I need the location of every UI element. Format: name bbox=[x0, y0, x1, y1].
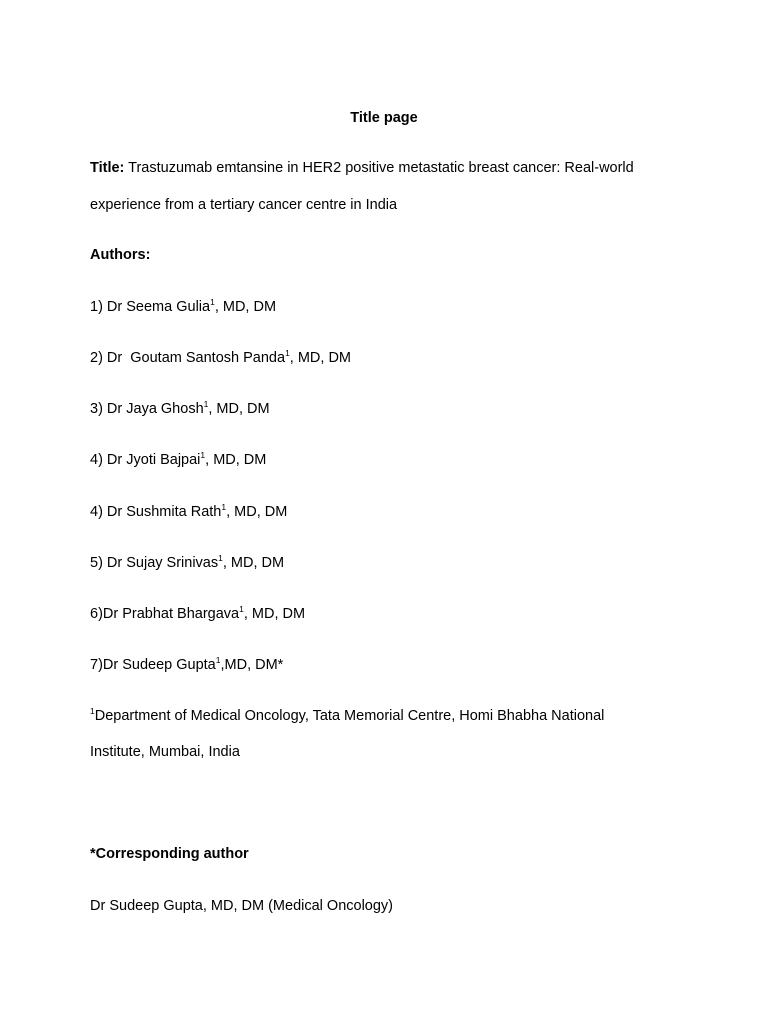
author-degrees: , MD, DM bbox=[243, 606, 306, 622]
author-affiliation-mark: 1 bbox=[215, 655, 221, 665]
author-line bbox=[90, 605, 305, 623]
author-line bbox=[90, 554, 284, 572]
author-affiliation-mark: 1 bbox=[200, 450, 206, 460]
author-name: 5) Dr Sujay Srinivas bbox=[90, 555, 219, 571]
title-line-1 bbox=[90, 159, 634, 177]
author-line bbox=[90, 451, 266, 469]
author-line bbox=[90, 656, 283, 674]
author-degrees: , MD, DM bbox=[226, 504, 288, 520]
author-name: 4) Dr Jyoti Bajpai bbox=[90, 452, 201, 468]
corresponding-name: Dr Sudeep Gupta, MD, DM (Medical Oncology) bbox=[90, 898, 393, 914]
author-degrees: , MD, DM bbox=[289, 350, 352, 366]
author-name: 3) Dr Jaya Ghosh bbox=[90, 401, 204, 417]
title-line-2: experience from a tertiary cancer centre in India bbox=[90, 197, 398, 213]
author-degrees: , MD, DM bbox=[222, 555, 285, 571]
author-degrees: ,MD, DM* bbox=[220, 657, 284, 673]
affiliation-mark: 1 bbox=[90, 706, 95, 716]
page-heading: Title page bbox=[350, 110, 418, 126]
author-affiliation-mark: 1 bbox=[239, 604, 244, 614]
author-affiliation-mark: 1 bbox=[285, 348, 290, 358]
author-name: 4) Dr Sushmita Rath bbox=[90, 504, 222, 520]
authors-heading: Authors: bbox=[90, 247, 151, 263]
author-affiliation-mark: 1 bbox=[210, 297, 215, 307]
author-degrees: , MD, DM bbox=[214, 299, 277, 315]
corresponding-heading: *Corresponding author bbox=[90, 846, 249, 862]
author-line bbox=[90, 400, 270, 418]
title-text-1: Trastuzumab emtansine in HER2 positive metastatic breast cancer: Real-world bbox=[128, 160, 634, 176]
author-name: 6)Dr Prabhat Bhargava bbox=[90, 606, 240, 622]
author-line bbox=[90, 298, 276, 316]
author-name: 2) Dr Goutam Santosh Panda bbox=[90, 350, 286, 366]
author-degrees: , MD, DM bbox=[205, 452, 267, 468]
author-name: 7)Dr Sudeep Gupta bbox=[90, 657, 216, 673]
affiliation-line-2: Institute, Mumbai, India bbox=[90, 744, 240, 760]
affiliation-text-1: Department of Medical Oncology, Tata Memorial Centre, Homi Bhabha National bbox=[94, 708, 605, 724]
author-affiliation-mark: 1 bbox=[203, 399, 209, 409]
author-affiliation-mark: 1 bbox=[221, 502, 227, 512]
author-line bbox=[90, 503, 287, 521]
affiliation-line-1 bbox=[90, 707, 604, 725]
author-name: 1) Dr Seema Gulia bbox=[90, 299, 211, 315]
author-degrees: , MD, DM bbox=[208, 401, 270, 417]
author-line bbox=[90, 349, 351, 367]
title-label: Title: bbox=[90, 160, 125, 176]
author-affiliation-mark: 1 bbox=[218, 553, 223, 563]
